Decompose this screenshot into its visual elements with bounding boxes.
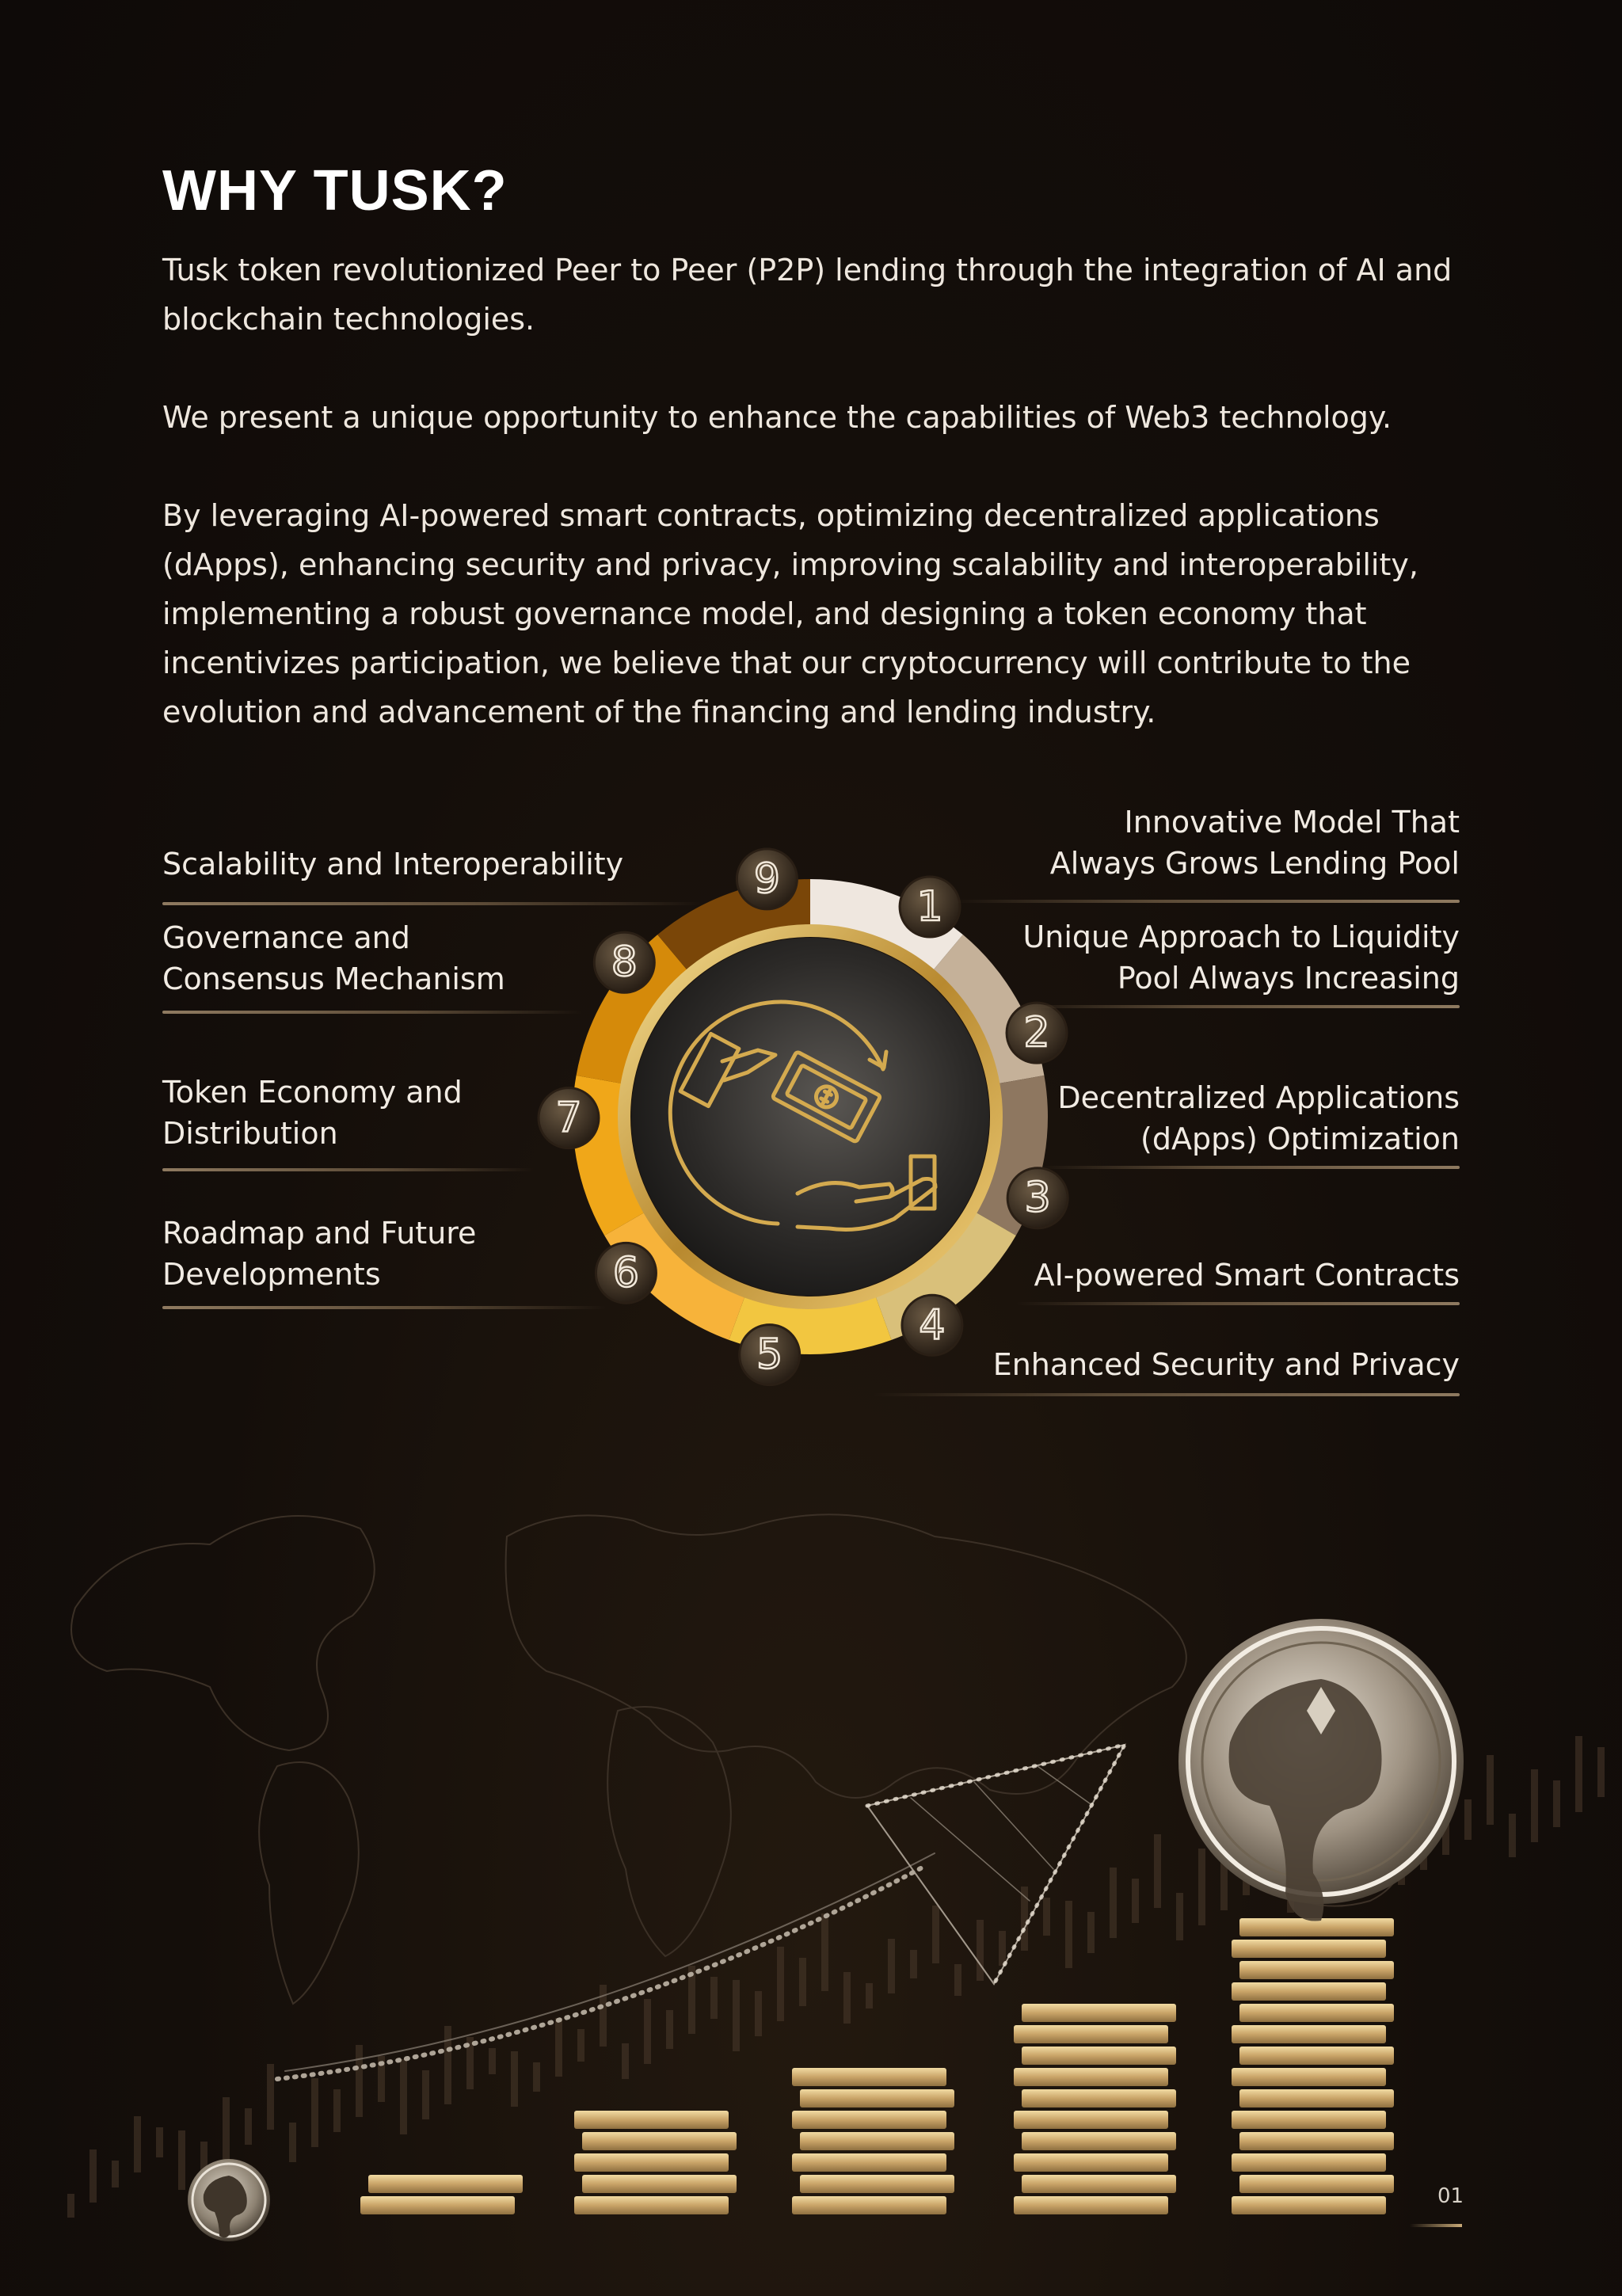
- candlestick: [400, 2059, 407, 2134]
- candlestick: [1597, 1747, 1605, 1797]
- page-number: 01: [1437, 2184, 1464, 2208]
- feature-2-rule: [1016, 1005, 1460, 1008]
- wheel-badge-2: [1007, 1003, 1067, 1063]
- candlestick: [511, 2051, 518, 2107]
- candlestick: [1176, 1893, 1183, 1940]
- candlestick: [888, 1939, 895, 1993]
- candlestick: [489, 2048, 496, 2074]
- feature-3: [1057, 1077, 1460, 1159]
- candlestick: [267, 2064, 274, 2130]
- candlestick: [67, 2194, 74, 2218]
- candlestick: [1065, 1901, 1072, 1968]
- coin: [792, 2153, 946, 2172]
- coin: [1239, 2089, 1394, 2108]
- candlestick: [1132, 1879, 1139, 1923]
- feature-2-label: Unique Approach to Liquidity Pool Always Increasing: [1022, 920, 1460, 996]
- wheel-badge-7: [539, 1088, 599, 1148]
- candlestick: [1575, 1736, 1582, 1812]
- coin: [1239, 2175, 1394, 2193]
- feature-2: [1022, 916, 1460, 999]
- intro-paragraph: Tusk token revolutionized Peer to Peer (P2P) lending through the integration of AI and blockchain technologies.: [162, 253, 1453, 337]
- coin: [1232, 2068, 1386, 2086]
- coin: [1014, 2153, 1168, 2172]
- feature-1-rule: [953, 900, 1460, 903]
- coin: [1232, 2111, 1386, 2129]
- candlestick: [134, 2116, 141, 2172]
- feature-5: [993, 1344, 1460, 1385]
- tusk-logo-icon: [187, 2158, 271, 2242]
- candlestick: [533, 2062, 540, 2092]
- candlestick: [1531, 1769, 1538, 1842]
- feature-5-rule: [874, 1393, 1460, 1396]
- coin: [368, 2175, 523, 2193]
- candlestick: [289, 2123, 296, 2162]
- feature-9: [162, 843, 623, 885]
- feature-8: [162, 917, 505, 1000]
- coin: [574, 2111, 729, 2129]
- coin: [800, 2132, 954, 2150]
- wheel-badge-3: [1007, 1168, 1068, 1228]
- web3-paragraph: We present a unique opportunity to enhance the capabilities of Web3 technology.: [162, 400, 1392, 435]
- coin: [1239, 1961, 1394, 1979]
- wheel-badge-number: 4: [919, 1301, 946, 1350]
- feature-3-rule: [1040, 1166, 1460, 1169]
- feature-9-rule: [162, 902, 701, 905]
- candlestick: [444, 2026, 451, 2104]
- candlestick: [600, 1985, 607, 2047]
- candlestick: [178, 2130, 185, 2190]
- candlestick: [1487, 1755, 1494, 1825]
- wheel-badge-1: [900, 877, 960, 937]
- candlestick: [733, 1980, 740, 2051]
- candlestick: [333, 2089, 341, 2132]
- candlestick: [311, 2078, 318, 2147]
- feature-1-label: Innovative Model That Always Grows Lending Pool: [1049, 805, 1460, 881]
- feature-7-label: Token Economy and Distribution: [162, 1075, 463, 1151]
- coin: [1014, 2068, 1168, 2086]
- wheel-badge-number: 5: [756, 1331, 783, 1379]
- candlestick: [932, 1906, 939, 1963]
- candlestick: [1198, 1849, 1205, 1925]
- feature-4-rule: [1016, 1302, 1460, 1305]
- candlestick: [356, 2045, 363, 2117]
- coin: [574, 2196, 729, 2214]
- coin: [800, 2089, 954, 2108]
- coin: [1022, 2047, 1176, 2065]
- coin: [1232, 1982, 1386, 2001]
- coin: [1014, 2111, 1168, 2129]
- wheel-badge-8: [594, 932, 654, 992]
- wheel-badge-9: [737, 849, 797, 909]
- feature-3-label: Decentralized Applications (dApps) Optimization: [1057, 1080, 1460, 1156]
- candlestick: [89, 2149, 97, 2203]
- candlestick: [156, 2127, 163, 2157]
- candlestick: [1110, 1868, 1117, 1938]
- candlestick: [799, 1958, 806, 2006]
- candlestick: [954, 1964, 961, 1996]
- wheel-badge-number: 2: [1023, 1009, 1050, 1057]
- coin: [1022, 2004, 1176, 2022]
- candlestick: [223, 2097, 230, 2160]
- candlestick: [577, 2029, 584, 2062]
- feature-8-rule: [162, 1011, 582, 1014]
- page-number-rule: [1410, 2224, 1462, 2227]
- coin: [792, 2111, 946, 2129]
- candlestick: [666, 2010, 673, 2049]
- coin: [792, 2068, 946, 2086]
- feature-6-label: Roadmap and Future Developments: [162, 1216, 477, 1292]
- candlestick: [1464, 1799, 1472, 1840]
- wheel-badge-number: 9: [753, 855, 780, 903]
- candlestick: [1154, 1834, 1161, 1908]
- summary-paragraph: By leveraging AI-powered smart contracts, optimizing decentralized applications (dApps), enhancing security and privacy, improving scalability and interoperability, implementing a robust governance model, and designing a token economy that incentivizes participation, we believe that our cryptocurrency will contribute to the evolution and advancement of the financing and lending industry.: [162, 498, 1418, 729]
- candlestick: [866, 1983, 873, 2009]
- candlestick: [999, 1931, 1006, 1966]
- coin: [1239, 2047, 1394, 2065]
- wheel-badge-number: 3: [1024, 1174, 1051, 1222]
- coin: [1022, 2175, 1176, 2193]
- coin: [800, 2175, 954, 2193]
- wheel-badge-4: [902, 1295, 962, 1355]
- feature-1: [1050, 802, 1460, 884]
- coin: [574, 2153, 729, 2172]
- candlestick: [1043, 1898, 1050, 1936]
- coin: [1232, 2196, 1386, 2214]
- candlestick: [1087, 1912, 1095, 1953]
- feature-7: [162, 1072, 463, 1154]
- feature-5-label: Enhanced Security and Privacy: [992, 1347, 1460, 1382]
- growth-arrow-icon: [277, 1745, 1125, 2079]
- wheel-badge-5: [740, 1325, 800, 1385]
- candlestick: [910, 1950, 917, 1978]
- coin: [1239, 2004, 1394, 2022]
- candlestick: [755, 1991, 762, 2036]
- feature-4: [1034, 1255, 1460, 1296]
- candlestick: [843, 1972, 851, 2024]
- wheel-badge-number: 1: [916, 883, 943, 931]
- feature-9-label: Scalability and Interoperability: [162, 847, 624, 881]
- candlestick: [1509, 1814, 1516, 1857]
- feature-8-label: Governance and Consensus Mechanism: [162, 920, 505, 996]
- candlestick: [821, 1913, 828, 1991]
- coin: [1232, 2153, 1386, 2172]
- wheel-badge-6: [596, 1243, 656, 1303]
- feature-4-label: AI-powered Smart Contracts: [1034, 1258, 1460, 1293]
- candlestick: [622, 2043, 629, 2079]
- candlestick: [977, 1920, 984, 1981]
- candlestick: [245, 2108, 252, 2145]
- coin: [360, 2196, 515, 2214]
- wheel-badge-number: 6: [612, 1249, 639, 1297]
- coin: [792, 2196, 946, 2214]
- coin: [582, 2132, 737, 2150]
- candlestick: [112, 2161, 119, 2187]
- wheel-badge-number: 8: [611, 939, 638, 987]
- candlestick: [555, 2018, 562, 2077]
- candlestick: [1553, 1780, 1560, 1827]
- candlestick: [644, 1999, 651, 2064]
- page-title: WHY TUSK?: [162, 159, 508, 223]
- coin: [1239, 2132, 1394, 2150]
- wheel-badge-number: 7: [555, 1094, 582, 1142]
- candlestick: [777, 1947, 784, 2021]
- feature-6-rule: [162, 1306, 606, 1309]
- coin: [1232, 1940, 1386, 1958]
- coin: [1022, 2132, 1176, 2150]
- coin: [1014, 2196, 1168, 2214]
- candlestick: [710, 1977, 718, 2019]
- coin: [1232, 2025, 1386, 2043]
- coin: [582, 2175, 737, 2193]
- coin: [1014, 2025, 1168, 2043]
- feature-6: [162, 1213, 476, 1295]
- coin: [1022, 2089, 1176, 2108]
- candlestick: [422, 2070, 429, 2119]
- feature-7-rule: [162, 1168, 535, 1171]
